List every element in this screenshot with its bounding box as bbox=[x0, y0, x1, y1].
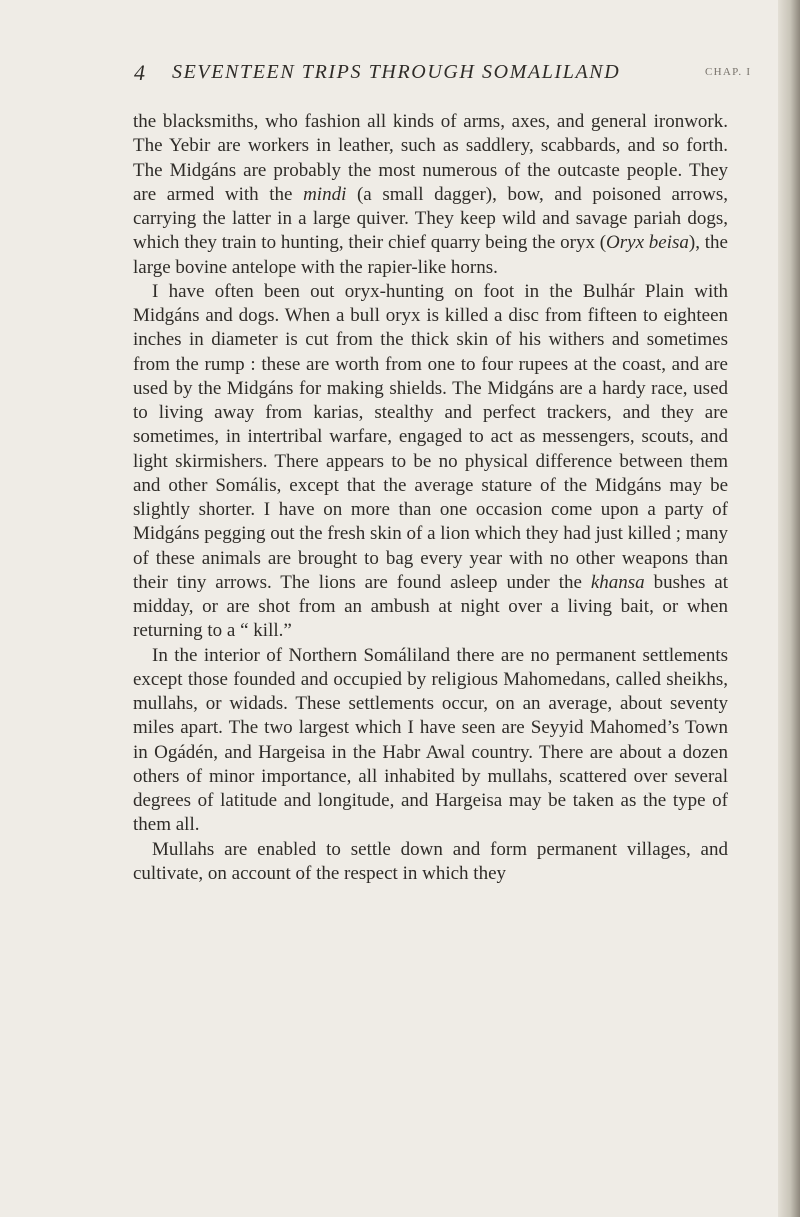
paragraph bbox=[133, 280, 728, 644]
text-segment: bushes at midday, or are shot from an ambush at night over a living bait, or when returning to a “ kill.” bbox=[133, 571, 728, 642]
text-segment: (a small dagger), bow, and poisoned arrows, carrying the latter in a large quiver. They keep wild and savage pariah dogs, which they train to hunting, their chief quarry being the oryx ( bbox=[133, 183, 728, 254]
italic-term: mindi bbox=[303, 183, 347, 205]
text-segment: the blacksmiths, who fashion all kinds of arms, axes, and general ironwork. The Yebir are workers in leather, such as saddlery, scabbards, and so forth. The Midgáns are probably the most numerous of the outcaste people. They are armed with the bbox=[133, 111, 728, 205]
page-number: 4 bbox=[134, 60, 145, 85]
text-segment: In the interior of Northern Somáliland there are no permanent settlements except those founded and occupied by religious Mahomedans, called sheikhs, mullahs, or widads. These settlements occur, on an average, about seventy miles apart. The two largest which I have seen are Seyyid Mahomed’s Town in Ogádén, and Hargeisa in the Habr Awal country. There are about a dozen others of minor importance, all inhabited by mullahs, scattered over several degrees of latitude and longitude, and Hargeisa may be taken as the type of them all. bbox=[133, 644, 728, 836]
paragraph bbox=[133, 110, 728, 280]
body-text bbox=[133, 110, 728, 886]
text-segment: Mullahs are enabled to settle down and form permanent villages, and cultivate, on account of the respect in which they bbox=[133, 838, 728, 884]
page-header bbox=[0, 62, 800, 94]
paragraph bbox=[133, 838, 728, 887]
text-segment: I have often been out oryx-hunting on foot in the Bulhár Plain with Midgáns and dogs. When a bull oryx is killed a disc from fifteen to eighteen inches in diameter is cut from the thick skin of his withers and sometimes from the rump : these are worth from one to four rupees at the coast, and are used by the Midgáns for making shields. The Midgáns are a hardy race, used to living away from karias, stealthy and perfect trackers, and they are sometimes, in intertribal warfare, engaged to act as messengers, scouts, and light skirmishers. There appears to be no physical difference between them and other Somális, except that the average stature of the Midgáns may be slightly shorter. I have on more than one occasion come upon a party of Midgáns pegging out the fresh skin of a lion which they had just killed ; many of these animals are brought to bag every year with no other weapons than their tiny arrows. The lions are found asleep under the bbox=[133, 280, 728, 593]
chapter-label: CHAP. I bbox=[705, 66, 752, 78]
text-segment: ), the large bovine antelope with the rapier-like horns. bbox=[133, 232, 728, 278]
page-edge-shadow bbox=[778, 0, 800, 1217]
running-title: SEVENTEEN TRIPS THROUGH SOMALILAND bbox=[172, 61, 621, 83]
italic-term: Oryx beisa bbox=[606, 232, 689, 254]
paragraph bbox=[133, 644, 728, 838]
italic-term: khansa bbox=[590, 571, 645, 593]
